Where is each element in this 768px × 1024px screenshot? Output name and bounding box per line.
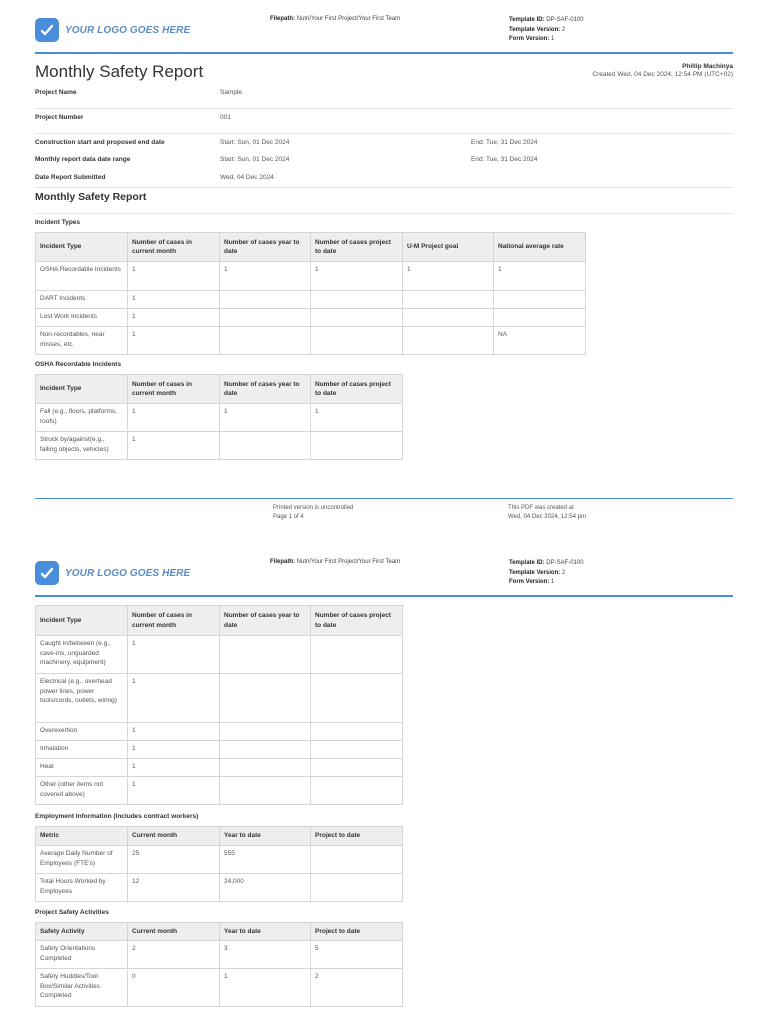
table-header-cell: Number of cases in current month (128, 606, 220, 636)
table-cell (311, 674, 403, 723)
table-cell (403, 327, 494, 355)
activities-table (35, 922, 403, 1007)
table-cell (403, 291, 494, 309)
info-row-project-number: Project Number 001 (35, 114, 733, 134)
table-cell: 24,000 (220, 874, 311, 902)
table-row (36, 969, 403, 1007)
template-info: Template ID: DP-SAF-0100 Template Version: 2 Form Version: 1 (509, 17, 584, 42)
table-cell: 1 (311, 404, 403, 432)
table-cell (220, 636, 311, 674)
table-cell (311, 759, 403, 777)
table-cell (220, 674, 311, 723)
table-cell (220, 309, 311, 327)
page-number: Page 1 of 4 (273, 514, 304, 520)
table-cell (311, 636, 403, 674)
table-cell: Electrical (e.g., overhead power lines, power tools/cords, outlets, wiring) (36, 674, 128, 723)
table-header-cell: Current month (128, 923, 220, 941)
footer-page-info: Printed version is uncontrolled Page 1 of 4 (273, 505, 354, 520)
table-header-cell: Safety Activity (36, 923, 128, 941)
table-cell: Average Daily Number of Employees (FTE's) (36, 846, 128, 874)
table-row (36, 846, 403, 874)
table-header-row (36, 606, 403, 636)
table-cell: Fall (e.g., floors, platforms, roofs) (36, 404, 128, 432)
logo-check-icon (35, 561, 59, 585)
table-cell (220, 777, 311, 805)
table-cell: 1 (128, 432, 220, 460)
table-row (36, 327, 586, 355)
table-cell: Caught in/between (e.g., cave-ins, unguarded machinery, equipment) (36, 636, 128, 674)
table-cell: Non-recordables, near misses, etc. (36, 327, 128, 355)
table-cell (311, 741, 403, 759)
section-title: Monthly Safety Report (35, 191, 147, 203)
table-cell: 1 (128, 674, 220, 723)
table-cell: 1 (220, 404, 311, 432)
template-info: Template ID: DP-SAF-0100 Template Version: 2 Form Version: 1 (509, 560, 584, 585)
table-cell: Lost Work Incidents (36, 309, 128, 327)
table-cell: Total Hours Worked by Employees (36, 874, 128, 902)
table-cell: 25 (128, 846, 220, 874)
table-cell: 1 (128, 404, 220, 432)
table-header-cell: Number of cases year to date (220, 233, 311, 262)
activities-title: Project Safety Activities (35, 909, 109, 916)
table-cell (220, 759, 311, 777)
table-row (36, 404, 403, 432)
table-header-cell: U-M Project goal (403, 233, 494, 262)
table-header-cell: Number of cases project to date (311, 375, 403, 404)
table-cell (220, 741, 311, 759)
table-cell: 2 (128, 941, 220, 969)
osha-title: OSHA Recordable Incidents (35, 361, 122, 368)
table-row (36, 777, 403, 805)
table-cell (220, 291, 311, 309)
table-header-cell: Number of cases project to date (311, 233, 403, 262)
table-header-cell: Current month (128, 827, 220, 846)
employment-table (35, 826, 403, 902)
table-header-row (36, 233, 586, 262)
author-block (592, 63, 733, 79)
info-row-construction-dates: Construction start and proposed end date Start: Sun, 01 Dec 2024 End: Tue, 31 Dec 2024 (35, 139, 538, 146)
table-cell (311, 432, 403, 460)
table-row (36, 636, 403, 674)
table-cell: NA (494, 327, 586, 355)
company-logo (35, 561, 190, 585)
table-header-cell: Metric (36, 827, 128, 846)
info-row-data-range: Monthly report data date range Start: Sun, 01 Dec 2024 End: Tue, 31 Dec 2024 (35, 156, 538, 163)
table-header-cell: Incident Type (36, 375, 128, 404)
table-cell: Struck by/against(e.g., falling objects, vehicles) (36, 432, 128, 460)
table-cell: Heat (36, 759, 128, 777)
table-header-cell: Number of cases year to date (220, 606, 311, 636)
table-cell (220, 432, 311, 460)
table-cell (311, 777, 403, 805)
table-cell: Inhalation (36, 741, 128, 759)
footer-rule (35, 498, 733, 499)
table-cell: 1 (128, 262, 220, 291)
table-cell (311, 874, 403, 902)
table-header-cell: Year to date (220, 827, 311, 846)
table-header-cell: Number of cases year to date (220, 375, 311, 404)
section-rule (35, 213, 733, 214)
table-cell (220, 327, 311, 355)
table-row (36, 262, 586, 291)
table-cell (311, 291, 403, 309)
table-cell (494, 291, 586, 309)
employment-title: Employment Information (Includes contract workers) (35, 813, 199, 820)
table-row (36, 309, 586, 327)
table-cell: 1 (403, 262, 494, 291)
table-header-cell: Number of cases in current month (128, 375, 220, 404)
table-row (36, 741, 403, 759)
table-cell (311, 723, 403, 741)
table-header-row (36, 375, 403, 404)
table-cell: Overexertion (36, 723, 128, 741)
table-header-cell: Number of cases project to date (311, 606, 403, 636)
table-row (36, 723, 403, 741)
table-header-cell: Year to date (220, 923, 311, 941)
table-cell (403, 309, 494, 327)
table-cell: 0 (128, 969, 220, 1007)
table-cell: 1 (128, 636, 220, 674)
table-cell: 555 (220, 846, 311, 874)
table-header-cell: Number of cases in current month (128, 233, 220, 262)
table-cell: 1 (128, 309, 220, 327)
table-cell: 1 (220, 262, 311, 291)
table-row (36, 874, 403, 902)
table-cell: OSHA Recordable Incidents (36, 262, 128, 291)
table-header-row (36, 827, 403, 846)
table-cell: 1 (128, 777, 220, 805)
table-header-cell: National average rate (494, 233, 586, 262)
table-cell (311, 327, 403, 355)
table-cell: Safety Orientations Completed (36, 941, 128, 969)
table-cell: 1 (494, 262, 586, 291)
table-cell: 1 (128, 741, 220, 759)
table-cell: 1 (311, 262, 403, 291)
footer-created: This PDF was created at Wed, 04 Dec 2024, 12:54 pm (508, 505, 586, 520)
table-cell: 1 (128, 327, 220, 355)
filepath: Filepath: Nutri/Your First Project/Your First Team (270, 16, 401, 22)
filepath: Filepath: Nutri/Your First Project/Your First Team (270, 559, 401, 565)
logo-check-icon (35, 18, 59, 42)
table-cell: 3 (220, 941, 311, 969)
table-row (36, 759, 403, 777)
table-cell: Other (other items not covered above) (36, 777, 128, 805)
table-cell: 12 (128, 874, 220, 902)
table-cell: 1 (128, 759, 220, 777)
table-cell (311, 309, 403, 327)
author-name: Phillip Machinya (682, 63, 733, 70)
info-row-date-submitted: Date Report Submitted Wed, 04 Dec 2024 (35, 174, 733, 188)
logo-text: YOUR LOGO GOES HERE (65, 567, 191, 579)
table-cell: 5 (311, 941, 403, 969)
table-header-cell: Project to date (311, 923, 403, 941)
table-header-cell: Project to date (311, 827, 403, 846)
header-rule-2 (35, 595, 733, 597)
table-row (36, 432, 403, 460)
info-row-project-name: Project Name Sample (35, 89, 733, 109)
table-cell: 1 (128, 291, 220, 309)
osha-table (35, 374, 403, 460)
osha-continued-table (35, 605, 403, 805)
header-rule (35, 52, 733, 54)
report-title: Monthly Safety Report (35, 62, 204, 81)
created-date: Created Wed, 04 Dec 2024, 12:54 PM (UTC+02) (592, 71, 733, 78)
table-cell: 1 (128, 723, 220, 741)
table-row (36, 941, 403, 969)
company-logo (35, 18, 190, 42)
table-cell (494, 309, 586, 327)
incident-types-table (35, 232, 586, 355)
table-row (36, 674, 403, 723)
table-cell (220, 723, 311, 741)
table-cell: 1 (220, 969, 311, 1007)
table-row (36, 291, 586, 309)
table-cell: DART Incidents (36, 291, 128, 309)
table-cell: Safety Huddles/Tool Box/Similar Activities Completed (36, 969, 128, 1007)
table-header-cell: Incident Type (36, 606, 128, 636)
table-header-cell: Incident Type (36, 233, 128, 262)
table-cell (311, 846, 403, 874)
table-cell: 2 (311, 969, 403, 1007)
incident-types-title: Incident Types (35, 219, 81, 226)
logo-text: YOUR LOGO GOES HERE (65, 24, 191, 36)
table-header-row (36, 923, 403, 941)
